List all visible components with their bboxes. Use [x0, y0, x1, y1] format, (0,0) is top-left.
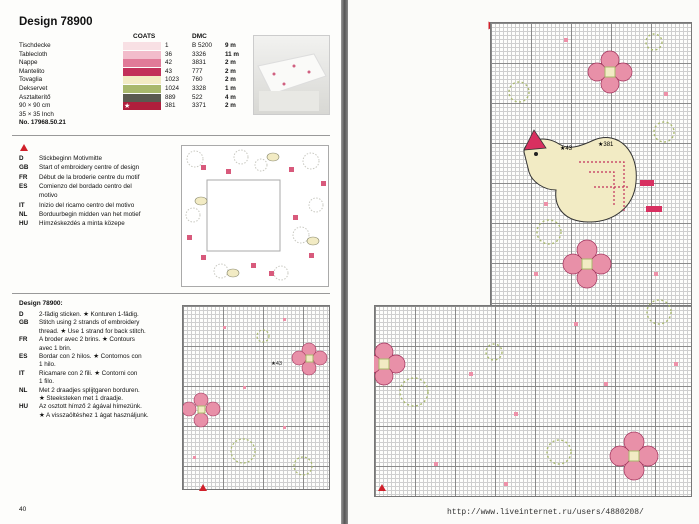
- dmc-header: DMC: [192, 33, 207, 40]
- item-name: Tablecloth: [19, 50, 48, 58]
- coats-header: COATS: [133, 33, 156, 40]
- legend-text: thread. ★ Use 1 strand for back stitch.: [39, 327, 146, 335]
- center-start-marker-icon: [20, 144, 28, 151]
- item-name: Tischdecke: [19, 42, 51, 49]
- dmc-code: 3328: [192, 85, 207, 92]
- star-icon: ★: [124, 103, 131, 111]
- language-code: HU: [19, 220, 29, 228]
- dmc-code: 3831: [192, 59, 207, 67]
- coats-code: 1: [165, 42, 169, 49]
- item-name: 90 × 90 cm: [19, 102, 51, 110]
- language-code: D: [19, 311, 24, 318]
- watermark-url: http://www.liveinternet.ru/users/4880208/: [447, 508, 644, 517]
- page-title: Design 78900: [19, 16, 93, 28]
- color-swatch: [123, 102, 161, 110]
- legend-text: Az osztott hímző 2 ágával hímezünk.: [39, 403, 142, 411]
- language-code: GB: [19, 164, 29, 172]
- legend-text: Comienzo del bordado centro del: [39, 182, 132, 190]
- language-code: GB: [19, 319, 29, 327]
- chart-motifs: [374, 22, 690, 495]
- legend-text: Met 2 draadjes splijtgaren borduren.: [39, 386, 140, 394]
- tablecloth-photo: [253, 35, 330, 115]
- annotation-381: ★381: [598, 142, 614, 148]
- language-code: NL: [19, 386, 28, 394]
- dmc-code: 3326: [192, 50, 207, 58]
- language-code: FR: [19, 336, 28, 344]
- legend-text: 2-fädig sticken. ★ Konturen 1-fädig.: [39, 311, 139, 318]
- dotted-circles: [400, 34, 674, 464]
- item-name: Dekservet: [19, 85, 48, 92]
- chart-fragment-left: [182, 305, 330, 490]
- item-name: 35 × 35 Inch: [19, 110, 54, 118]
- divider-top: [12, 135, 330, 136]
- language-code: IT: [19, 369, 25, 377]
- annotation-43: ★43: [560, 146, 573, 152]
- page-number: 40: [19, 506, 27, 513]
- left-page: [0, 0, 341, 524]
- thread-amount: 2 m: [225, 59, 236, 67]
- coats-code: 381: [165, 102, 176, 110]
- chart-fragment-left-motifs: [183, 306, 329, 489]
- annotation-43-left: ★43: [271, 361, 283, 367]
- legend-text: Début de la broderie centre du motif: [39, 173, 140, 181]
- thread-amount: 4 m: [225, 93, 236, 101]
- legend-text: 1 hilo.: [39, 361, 56, 369]
- legend-text: Start of embroidery centre of design: [39, 164, 140, 172]
- coats-code: 36: [165, 50, 173, 58]
- dmc-code: 522: [192, 93, 203, 101]
- book-gutter: [341, 0, 348, 524]
- tablecloth-photo-graphic: [254, 36, 329, 114]
- thread-amount: 2 m: [225, 76, 236, 84]
- thread-amount: 2 m: [225, 67, 236, 75]
- legend-text: avec 1 brin.: [39, 344, 72, 352]
- language-code: ES: [19, 353, 28, 360]
- legend-text: ★ A visszaöltéshez 1 ágat használjunk.: [39, 411, 149, 419]
- legend-text: 1 filo.: [39, 378, 55, 386]
- thread-amount: 2 m: [225, 102, 236, 110]
- legend-text: Stitch using 2 strands of embroidery: [39, 319, 140, 327]
- bottom-center-marker-icon: [199, 484, 207, 491]
- legend-text: A broder avec 2 brins. ★ Contours: [39, 336, 135, 344]
- legend-text: Bordar con 2 hilos. ★ Contornos con: [39, 353, 142, 360]
- instructions-title: Design 78900:: [19, 300, 63, 307]
- thread-amount: 9 m: [225, 42, 236, 49]
- pink-dots: [434, 38, 678, 486]
- coats-code: 1024: [165, 85, 180, 92]
- dmc-code: B 5200: [192, 42, 212, 49]
- legend-text: ★ Steeksteken met 1 draadje.: [39, 395, 124, 402]
- language-code: HU: [19, 403, 29, 411]
- language-code: ES: [19, 182, 28, 190]
- dmc-code: 777: [192, 67, 203, 75]
- article-number: No. 17968.50.21: [19, 119, 66, 127]
- legend-text: Ricamare con 2 fili. ★ Contorni con: [39, 369, 138, 377]
- dmc-code: 760: [192, 76, 203, 84]
- coats-code: 43: [165, 67, 173, 75]
- legend-text: Stickbeginn Motivmitte: [39, 155, 102, 162]
- item-name: Tovaglia: [19, 76, 43, 84]
- legend-text: Inizio del ricamo centro del motivo: [39, 201, 135, 209]
- thread-amount: 1 m: [225, 85, 236, 92]
- thread-row: [19, 101, 259, 110]
- item-name: Nappe: [19, 59, 38, 67]
- right-page: [348, 0, 699, 524]
- item-name: Mantelito: [19, 67, 45, 75]
- coats-code: 1023: [165, 76, 180, 84]
- dmc-code: 3371: [192, 102, 207, 110]
- item-name: Asztalterítő: [19, 93, 51, 101]
- language-code: D: [19, 155, 24, 162]
- coats-code: 889: [165, 93, 176, 101]
- language-code: FR: [19, 173, 28, 181]
- bottom-left-marker-icon: [378, 484, 386, 491]
- legend-text: motivo: [39, 192, 58, 200]
- thread-amount: 11 m: [225, 50, 240, 58]
- overview-diagram: [181, 145, 329, 287]
- divider-middle: [12, 293, 330, 294]
- legend-text: Hímzéskezdés a minta közepe: [39, 220, 125, 228]
- language-code: IT: [19, 201, 25, 209]
- coats-code: 42: [165, 59, 173, 67]
- goose-motif: [524, 130, 662, 222]
- legend-text: Borduurbegin midden van het motief: [39, 210, 141, 218]
- language-code: NL: [19, 210, 28, 218]
